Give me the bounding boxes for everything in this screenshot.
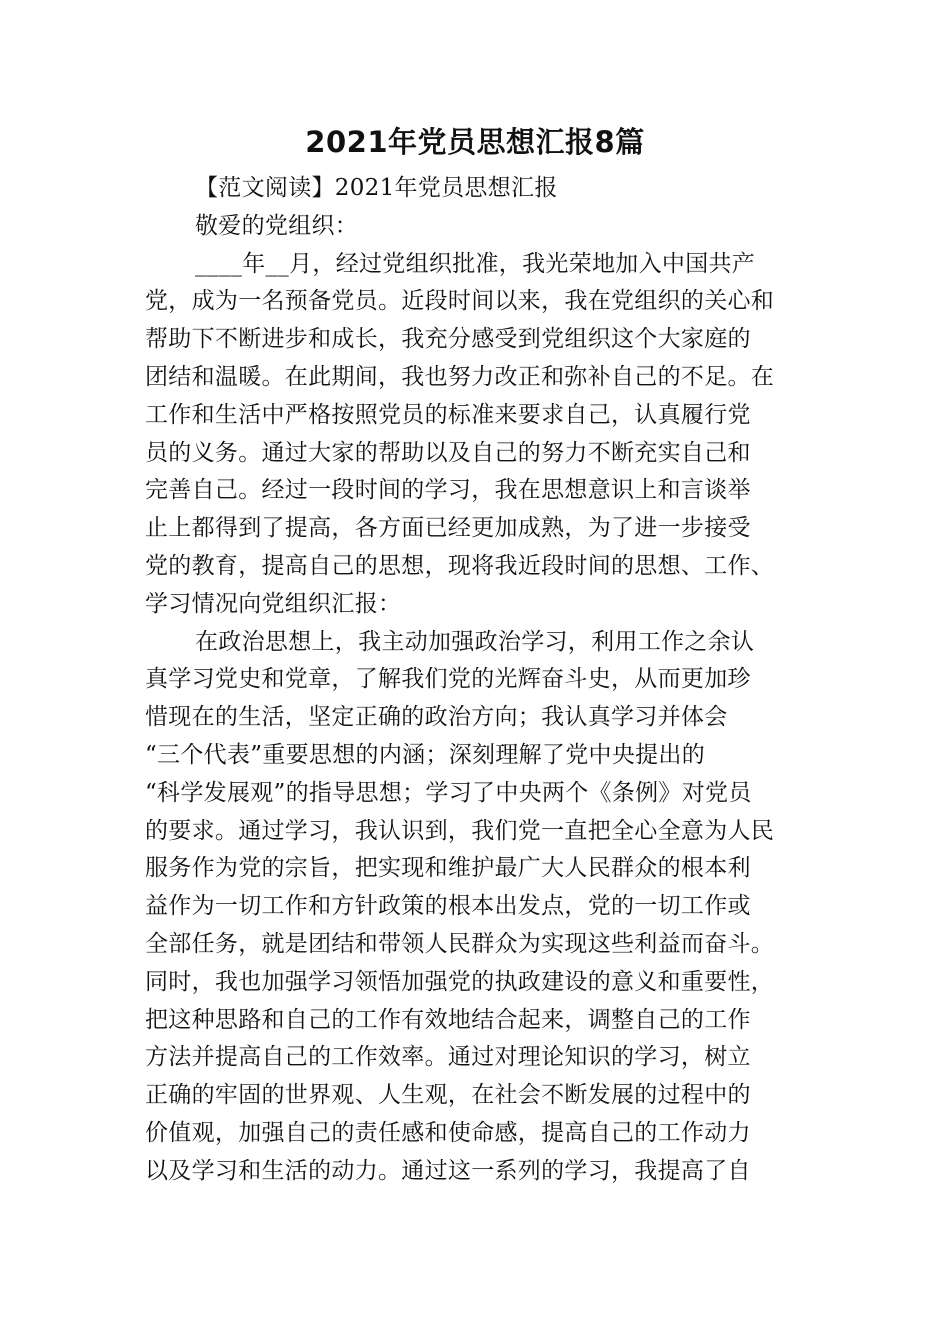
text-line: 员的义务。通过大家的帮助以及自己的努力不断充实自己和 (145, 439, 751, 466)
text-line: 的要求。通过学习，我认识到，我们党一直把全心全意为人民 (145, 817, 775, 844)
text-line: 工作和生活中严格按照党员的标准来要求自己，认真履行党 (145, 401, 751, 428)
text-line: ____年__月，经过党组织批准，我光荣地加入中国共产 (195, 250, 756, 277)
text-line: 真学习党史和党章，了解我们党的光辉奋斗史，从而更加珍 (145, 666, 751, 693)
text-line: 正确的牢固的世界观、人生观，在社会不断发展的过程中的 (145, 1082, 751, 1109)
text-line: 党的教育，提高自己的思想，现将我近段时间的思想、工作、 (145, 552, 775, 579)
text-line: “科学发展观”的指导思想；学习了中央两个《条例》对党员 (145, 779, 752, 806)
text-line: 同时，我也加强学习领悟加强党的执政建设的意义和重要性， (145, 968, 775, 995)
text-line: 服务作为党的宗旨，把实现和维护最广大人民群众的根本利 (145, 855, 751, 882)
text-line: 全部任务，就是团结和带领人民群众为实现这些利益而奋斗。 (145, 930, 775, 957)
text-line: 把这种思路和自己的工作有效地结合起来，调整自己的工作 (145, 1006, 751, 1033)
document-body (145, 170, 810, 1191)
text-line: 价值观，加强自己的责任感和使命感，提高自己的工作动力 (145, 1119, 751, 1146)
text-line: 以及学习和生活的动力。通过这一系列的学习，我提高了自 (145, 1157, 751, 1184)
text-line: “三个代表”重要思想的内涵；深刻理解了党中央提出的 (145, 741, 706, 768)
text-line-intro: 【范文阅读】2021年党员思想汇报 (195, 175, 558, 201)
text-line: 在政治思想上，我主动加强政治学习，利用工作之余认 (195, 628, 755, 655)
text-line: 党，成为一名预备党员。近段时间以来，我在党组织的关心和 (145, 288, 775, 315)
text-line: 益作为一切工作和方针政策的根本出发点，党的一切工作或 (145, 893, 751, 920)
text-line: 学习情况向党组织汇报： (145, 590, 402, 617)
document-title: 2021年党员思想汇报8篇 (305, 125, 645, 159)
text-line: 止上都得到了提高，各方面已经更加成熟，为了进一步接受 (145, 515, 751, 542)
text-line: 团结和温暖。在此期间，我也努力改正和弥补自己的不足。在 (145, 363, 775, 390)
text-line: 帮助下不断进步和成长，我充分感受到党组织这个大家庭的 (145, 326, 751, 353)
text-line: 惜现在的生活，坚定正确的政治方向；我认真学习并体会 (145, 704, 728, 731)
text-line: 方法并提高自己的工作效率。通过对理论知识的学习，树立 (145, 1044, 751, 1071)
text-line: 完善自己。经过一段时间的学习，我在思想意识上和言谈举 (145, 477, 751, 504)
text-line-salutation: 敬爱的党组织： (195, 212, 359, 239)
